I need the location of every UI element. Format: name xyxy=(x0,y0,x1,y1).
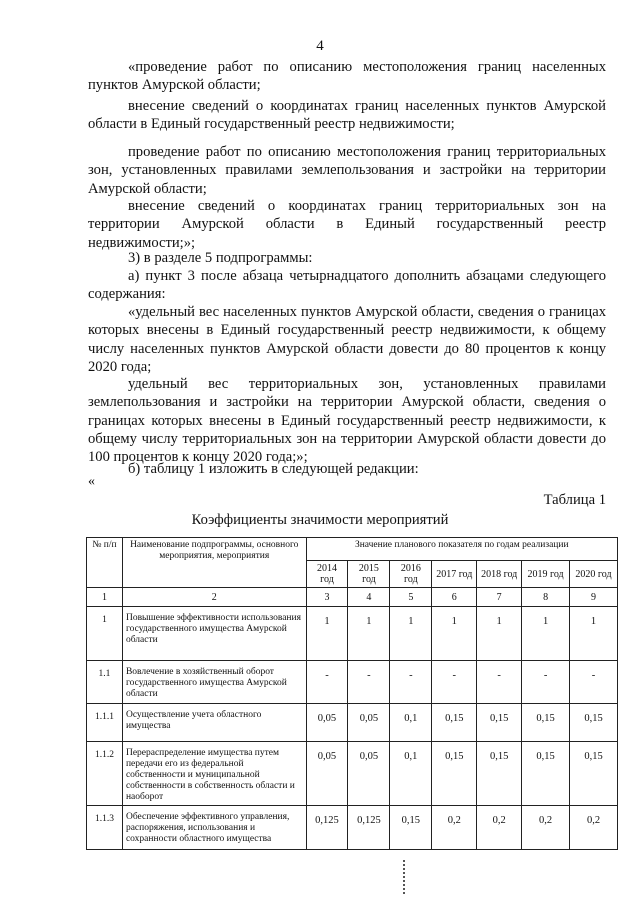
year-header: 2014 год xyxy=(306,561,348,588)
coefficients-table xyxy=(86,537,618,850)
row-value: 0,05 xyxy=(348,704,390,742)
index-cell: 8 xyxy=(522,588,570,607)
row-value: 0,15 xyxy=(570,742,618,806)
index-cell: 2 xyxy=(122,588,306,607)
year-header: 2018 год xyxy=(477,561,522,588)
paragraph-3: проведение работ по описанию местоположения границ территориальных зон, установленных правилами землепользования и застройки на территории Амурской области; xyxy=(88,144,606,197)
paragraph-8: удельный вес территориальных зон, установленных правилами землепользования и застройки на территории Амурской области, сведения о границах которых внесены в Единый государственный реестр недвижимости, к общему числу территориальных зон на территории Амурской области довести до 100 процентов к концу 2020 года;»; xyxy=(88,376,606,466)
table-row xyxy=(87,806,618,850)
paragraph-4: внесение сведений о координатах границ территориальных зон на территории Амурской области в Единый государственный реестр недвижимости;»; xyxy=(88,198,606,251)
row-value: 0,1 xyxy=(390,742,432,806)
index-cell: 1 xyxy=(87,588,123,607)
row-name: Повышение эффективности использования государственного имущества Амурской области xyxy=(122,607,306,661)
row-value: 1 xyxy=(570,607,618,661)
row-number: 1.1.1 xyxy=(87,704,123,742)
row-value: 1 xyxy=(348,607,390,661)
row-value: 0,15 xyxy=(522,704,570,742)
row-value: - xyxy=(570,661,618,704)
row-value: 0,125 xyxy=(306,806,348,850)
row-value: 1 xyxy=(306,607,348,661)
paragraph-2: внесение сведений о координатах границ населенных пунктов Амурской области в Единый государственный реестр недвижимости; xyxy=(88,98,606,133)
index-cell: 7 xyxy=(477,588,522,607)
row-value: 0,125 xyxy=(348,806,390,850)
header-num: № п/п xyxy=(87,538,123,588)
index-cell: 4 xyxy=(348,588,390,607)
table-row xyxy=(87,704,618,742)
row-value: 0,15 xyxy=(477,704,522,742)
header-values: Значение планового показателя по годам реализации xyxy=(306,538,617,561)
index-cell: 5 xyxy=(390,588,432,607)
binding-mark xyxy=(403,860,405,896)
row-value: 0,05 xyxy=(306,704,348,742)
row-name: Осуществление учета областного имущества xyxy=(122,704,306,742)
year-header: 2016 год xyxy=(390,561,432,588)
year-header: 2020 год xyxy=(570,561,618,588)
table-index-row xyxy=(87,588,618,607)
row-value: 1 xyxy=(390,607,432,661)
row-number: 1.1.3 xyxy=(87,806,123,850)
row-name: Обеспечение эффективного управления, распоряжения, использования и сохранности областного имущества xyxy=(122,806,306,850)
table-header-row xyxy=(87,538,618,561)
row-value: 0,2 xyxy=(522,806,570,850)
paragraph-5: 3) в разделе 5 подпрограммы: xyxy=(128,250,313,266)
index-cell: 6 xyxy=(432,588,477,607)
row-value: 0,2 xyxy=(432,806,477,850)
row-number: 1 xyxy=(87,607,123,661)
quote-open-mark: « xyxy=(88,474,95,489)
row-name: Вовлечение в хозяйственный оборот государственного имущества Амурской области xyxy=(122,661,306,704)
row-value: 0,05 xyxy=(306,742,348,806)
row-value: 0,15 xyxy=(390,806,432,850)
table-row xyxy=(87,607,618,661)
row-number: 1.1 xyxy=(87,661,123,704)
row-value: 0,2 xyxy=(477,806,522,850)
row-value: 1 xyxy=(522,607,570,661)
year-header: 2017 год xyxy=(432,561,477,588)
index-cell: 3 xyxy=(306,588,348,607)
row-name: Перераспределение имущества путем передачи его из федеральной собственности и муниципальной собственности в собственность области и наоборот xyxy=(122,742,306,806)
table-label: Таблица 1 xyxy=(543,492,606,508)
row-value: 0,15 xyxy=(432,742,477,806)
page-number: 4 xyxy=(316,38,324,54)
row-value: 0,05 xyxy=(348,742,390,806)
year-header: 2019 год xyxy=(522,561,570,588)
table-row xyxy=(87,742,618,806)
paragraph-6: а) пункт 3 после абзаца четырнадцатого дополнить абзацами следующего содержания: xyxy=(88,268,606,303)
row-number: 1.1.2 xyxy=(87,742,123,806)
table-row xyxy=(87,661,618,704)
row-value: 1 xyxy=(432,607,477,661)
row-value: - xyxy=(477,661,522,704)
row-value: 1 xyxy=(477,607,522,661)
index-cell: 9 xyxy=(570,588,618,607)
row-value: 0,15 xyxy=(432,704,477,742)
header-name: Наименование подпрограммы, основного мероприятия, мероприятия xyxy=(122,538,306,588)
year-header: 2015 год xyxy=(348,561,390,588)
row-value: 0,15 xyxy=(522,742,570,806)
row-value: 0,15 xyxy=(477,742,522,806)
row-value: - xyxy=(348,661,390,704)
row-value: - xyxy=(522,661,570,704)
row-value: 0,1 xyxy=(390,704,432,742)
row-value: 0,2 xyxy=(570,806,618,850)
row-value: 0,15 xyxy=(570,704,618,742)
paragraph-7: «удельный вес населенных пунктов Амурской области, сведения о границах которых внесены в Единый государственный реестр недвижимости, к общему числу населенных пунктов Амурской области довести до 80 процентов к концу 2020 года; xyxy=(88,304,606,375)
row-value: - xyxy=(390,661,432,704)
row-value: - xyxy=(306,661,348,704)
table-title: Коэффициенты значимости мероприятий xyxy=(191,512,449,528)
row-value: - xyxy=(432,661,477,704)
paragraph-9: б) таблицу 1 изложить в следующей редакции: xyxy=(128,461,419,477)
paragraph-1: «проведение работ по описанию местоположения границ населенных пунктов Амурской области; xyxy=(88,59,606,94)
